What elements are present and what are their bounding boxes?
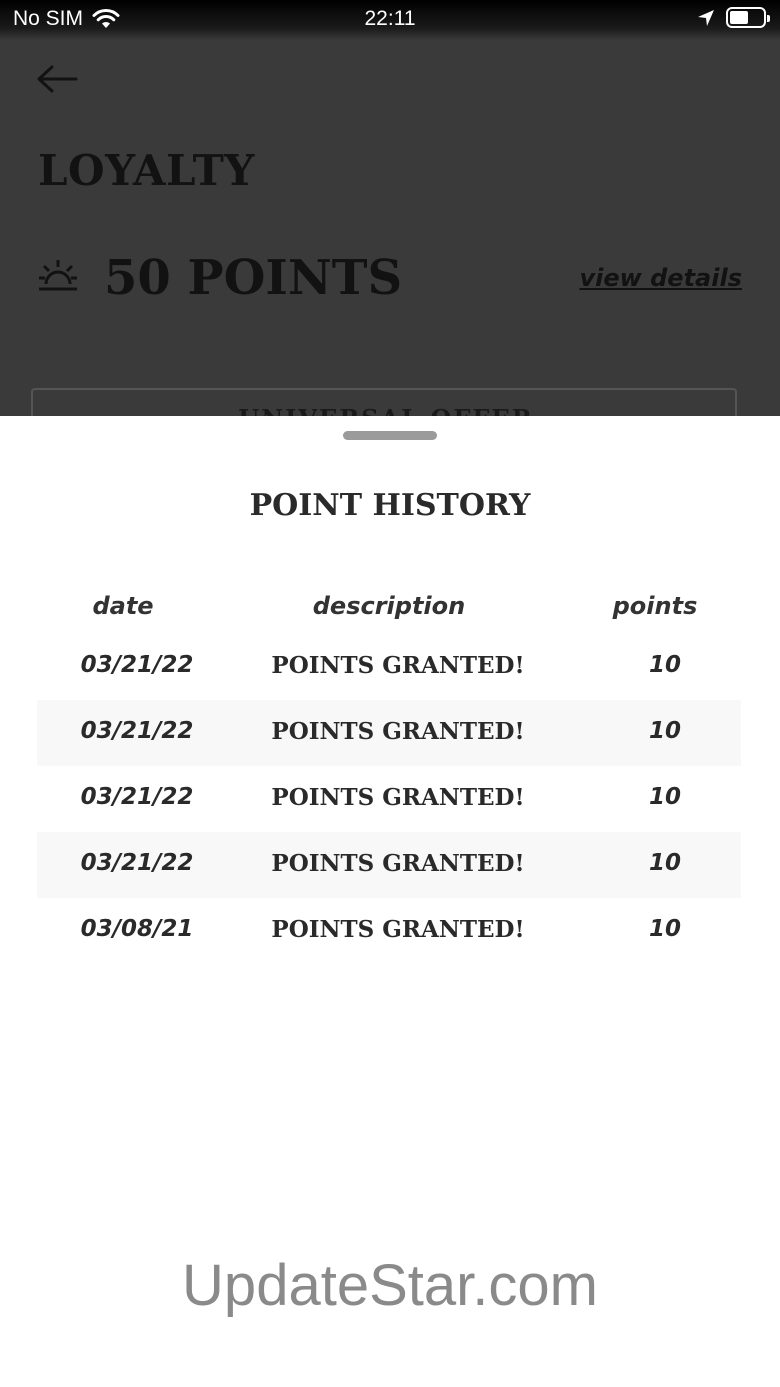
location-arrow-icon (696, 8, 716, 28)
table-row (37, 700, 741, 766)
row-description: POINTS GRANTED! (271, 850, 525, 877)
sheet-drag-handle[interactable] (343, 431, 437, 440)
row-date: 03/08/21 (80, 916, 194, 942)
table-header (37, 588, 741, 634)
table-row (37, 832, 741, 898)
row-description: POINTS GRANTED! (271, 784, 525, 811)
column-header-points: points (612, 592, 698, 620)
battery-cap (767, 15, 770, 22)
points-summary (38, 250, 742, 310)
row-points: 10 (648, 718, 681, 744)
table-row (37, 634, 741, 700)
table-row (37, 898, 741, 964)
back-arrow-icon[interactable] (36, 62, 78, 96)
row-description: POINTS GRANTED! (271, 916, 525, 943)
point-history-sheet (0, 416, 780, 1387)
row-date: 03/21/22 (80, 652, 194, 678)
column-header-date: date (92, 592, 154, 620)
row-points: 10 (648, 916, 681, 942)
row-date: 03/21/22 (80, 850, 194, 876)
status-right (696, 7, 766, 28)
battery-level (730, 11, 748, 24)
page-title: LOYALTY (38, 146, 255, 195)
table-row (37, 766, 741, 832)
row-date: 03/21/22 (80, 718, 194, 744)
view-details-link[interactable]: view details (579, 264, 742, 292)
point-history-table (37, 588, 741, 964)
row-description: POINTS GRANTED! (271, 718, 525, 745)
sun-icon (38, 256, 78, 292)
row-description: POINTS GRANTED! (271, 652, 525, 679)
row-points: 10 (648, 850, 681, 876)
status-time: 22:11 (364, 7, 416, 30)
background-screen (0, 0, 780, 416)
points-balance: 50 POINTS (104, 250, 403, 306)
row-points: 10 (648, 784, 681, 810)
battery-icon (726, 7, 766, 28)
status-bar (0, 0, 780, 40)
row-date: 03/21/22 (80, 784, 194, 810)
row-points: 10 (648, 652, 681, 678)
column-header-description: description (312, 592, 466, 620)
carrier-label: No SIM (13, 7, 84, 30)
sheet-title: POINT HISTORY (249, 488, 531, 523)
watermark: UpdateStar.com (182, 1253, 598, 1318)
